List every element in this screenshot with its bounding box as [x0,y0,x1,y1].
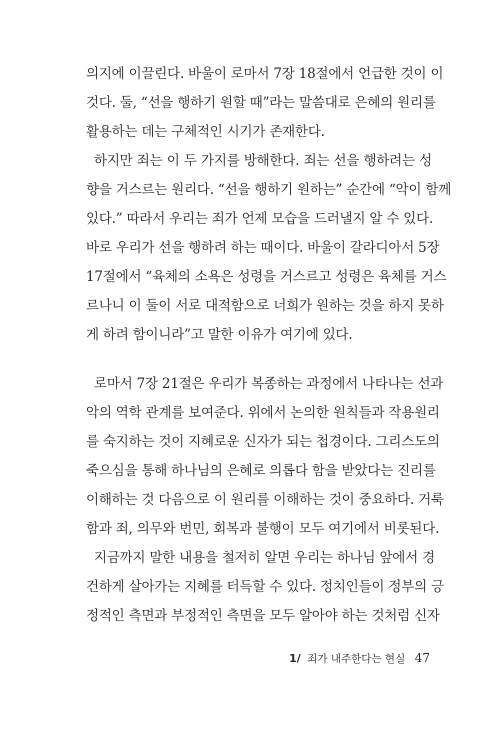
text-line: 정적인 측면과 부정적인 측면을 모두 알아야 하는 것처럼 신자 [86,608,440,624]
text-line: 있다.” 따라서 우리는 죄가 언제 모습을 드러낼지 알 수 있다. [86,211,434,227]
text-line: 르나니 이 둘이 서로 대적함으로 너희가 원하는 것을 하지 못하 [86,298,444,314]
text-line: 것다. 둘, “선을 행하기 원할 때”라는 말씀대로 은혜의 원리를 [86,95,436,111]
text-line: 로마서 7장 21절은 우리가 복종하는 과정에서 나타나는 선과 [94,376,444,392]
running-footer [289,651,430,666]
text-line: 하지만 죄는 이 두 가지를 방해한다. 죄는 선을 행하려는 성 [94,153,432,169]
text-line: 활용하는 데는 구체적인 시기가 존재한다. [86,124,325,140]
text-line: 함과 죄, 의무와 번민, 회복과 불행이 모두 여기에서 비롯된다. [86,521,440,537]
text-line: 죽으심을 통해 하나님의 은혜로 의롭다 함을 받았다는 진리를 [86,463,436,479]
page-number: 47 [414,651,430,665]
paragraph-block-1 [86,60,452,350]
chapter-number: 1/ [289,652,301,665]
text-line: 를 숙지하는 것이 지혜로운 신자가 되는 첩경이다. 그리스도의 [86,434,440,450]
text-line: 지금까지 말한 내용을 철저히 알면 우리는 하나님 앞에서 경 [94,550,435,566]
text-line: 이해하는 것 다음으로 이 원리를 이해하는 것이 중요하다. 거룩 [86,492,444,508]
text-line: 바로 우리가 선을 행하려 하는 때이다. 바울이 갈라디아서 5장 [86,240,440,256]
text-line: 17절에서 “육체의 소욕은 성령을 거스르고 성령은 육체를 거스 [86,269,447,285]
running-title: 죄가 내주한다는 현실 [307,653,406,665]
text-line: 건하게 살아가는 지혜를 터득할 수 있다. 정치인들이 정부의 긍 [86,579,444,595]
paragraph-block-2 [86,370,444,631]
text-line: 게 하려 함이니라”고 말한 이유가 여기에 있다. [86,327,353,343]
text-line: 악의 역학 관계를 보여준다. 위에서 논의한 원칙들과 작용원리 [86,405,440,421]
text-line: 향을 거스르는 원리다. “선을 행하기 원하는” 순간에 “악이 함께 [86,182,452,198]
text-line: 의지에 이끌린다. 바울이 로마서 7장 18절에서 언급한 것이 이 [86,66,444,82]
